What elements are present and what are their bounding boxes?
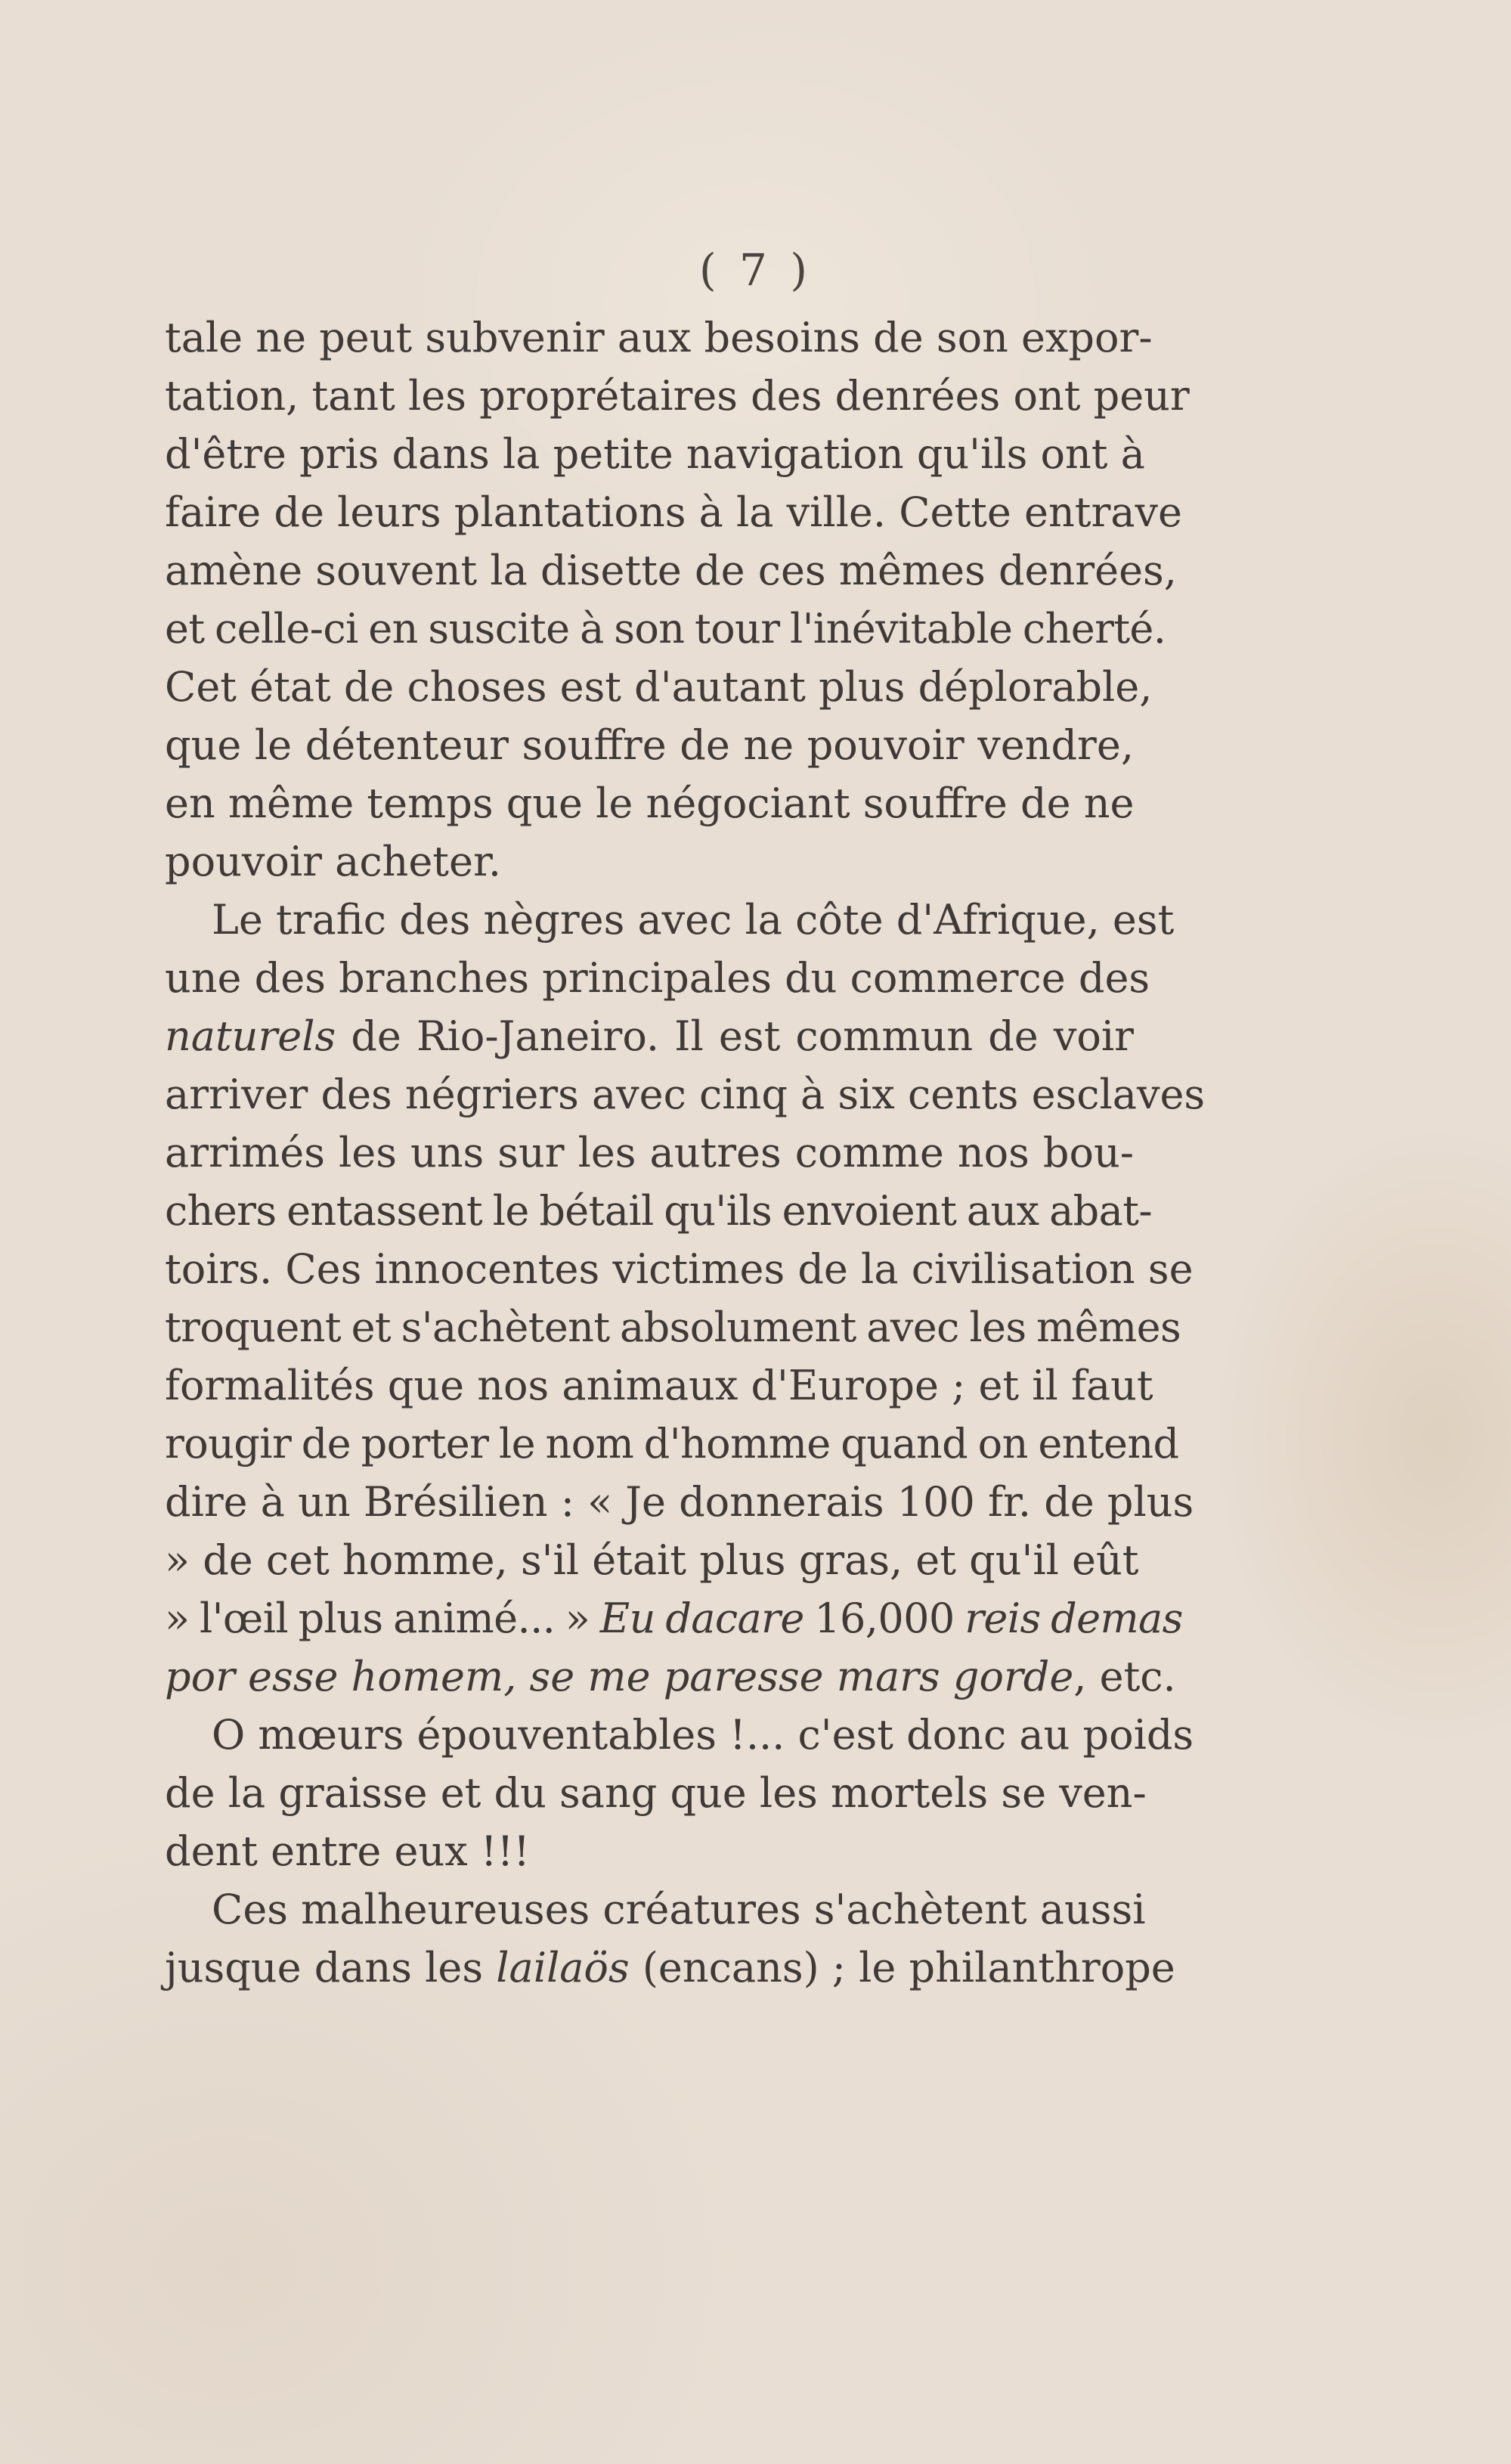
text-line: troquent et s'achètent absolument avec les mêmes (165, 1303, 1181, 1351)
text-line (165, 1589, 1183, 1647)
text-italic: naturels (165, 1012, 336, 1060)
text-line: O mœurs épouventables !... c'est donc au poids (212, 1711, 1194, 1759)
text-line: Cet état de choses est d'autant plus déplorable, (165, 663, 1153, 711)
text-line: une des branches principales du commerce des (165, 954, 1150, 1002)
text-run: » l'œil plus animé... » (165, 1595, 600, 1642)
body-text (165, 308, 1206, 1997)
text-line: » de cet homme, s'il était plus gras, et qu'il eût (165, 1536, 1139, 1584)
text-run: jusque dans les (165, 1944, 497, 1991)
text-run: , etc. (1073, 1653, 1176, 1700)
text-run: 16,000 (803, 1595, 965, 1642)
text-line: formalités que nos animaux d'Europe ; et il faut (165, 1362, 1153, 1409)
text-line: de la graisse et du sang que les mortels se ven- (165, 1769, 1147, 1817)
text-italic: reis demas (965, 1595, 1183, 1642)
text-line: tation, tant les proprétaires des denrées ont peur (165, 372, 1190, 420)
text-line: dire à un Brésilien : « Je donnerais 100 fr. de plus (165, 1478, 1194, 1526)
text-line: amène souvent la disette de ces mêmes denrées, (165, 547, 1177, 594)
text-line: et celle-ci en suscite à son tour l'inévitable cherté. (165, 605, 1166, 652)
text-line (165, 1647, 1176, 1706)
text-line (165, 1007, 1134, 1065)
text-italic: por esse homem, se me paresse mars gorde (165, 1653, 1074, 1700)
text-italic: lailaös (496, 1944, 630, 1991)
page-number: ( 7 ) (698, 244, 813, 296)
text-line: pouvoir acheter. (165, 838, 501, 885)
text-line: en même temps que le négociant souffre de ne (165, 779, 1135, 827)
text-line: que le détenteur souffre de ne pouvoir vendre, (165, 721, 1134, 769)
text-line: Ces malheureuses créatures s'achètent aussi (212, 1886, 1146, 1933)
text-line: arrimés les uns sur les autres comme nos bou- (165, 1129, 1134, 1176)
text-line: Le trafic des nègres avec la côte d'Afrique, est (212, 896, 1175, 944)
text-run: (encans) ; le philanthrope (629, 1944, 1175, 1991)
text-line: toirs. Ces innocentes victimes de la civilisation se (165, 1245, 1194, 1293)
text-line: faire de leurs plantations à la ville. Cette entrave (165, 488, 1182, 536)
text-italic: Eu dacare (599, 1595, 804, 1642)
text-line (165, 1939, 1175, 1997)
text-line: tale ne peut subvenir aux besoins de son expor- (165, 314, 1153, 361)
text-line: arriver des négriers avec cinq à six cents esclaves (165, 1071, 1206, 1118)
text-line: chers entassent le bétail qu'ils envoient aux abat- (165, 1187, 1152, 1235)
text-line: rougir de porter le nom d'homme quand on entend (165, 1420, 1179, 1468)
text-run: de Rio-Janeiro. Il est commun de voir (336, 1012, 1134, 1060)
text-line: d'être pris dans la petite navigation qu'ils ont à (165, 430, 1145, 478)
text-line: dent entre eux !!! (165, 1827, 530, 1875)
